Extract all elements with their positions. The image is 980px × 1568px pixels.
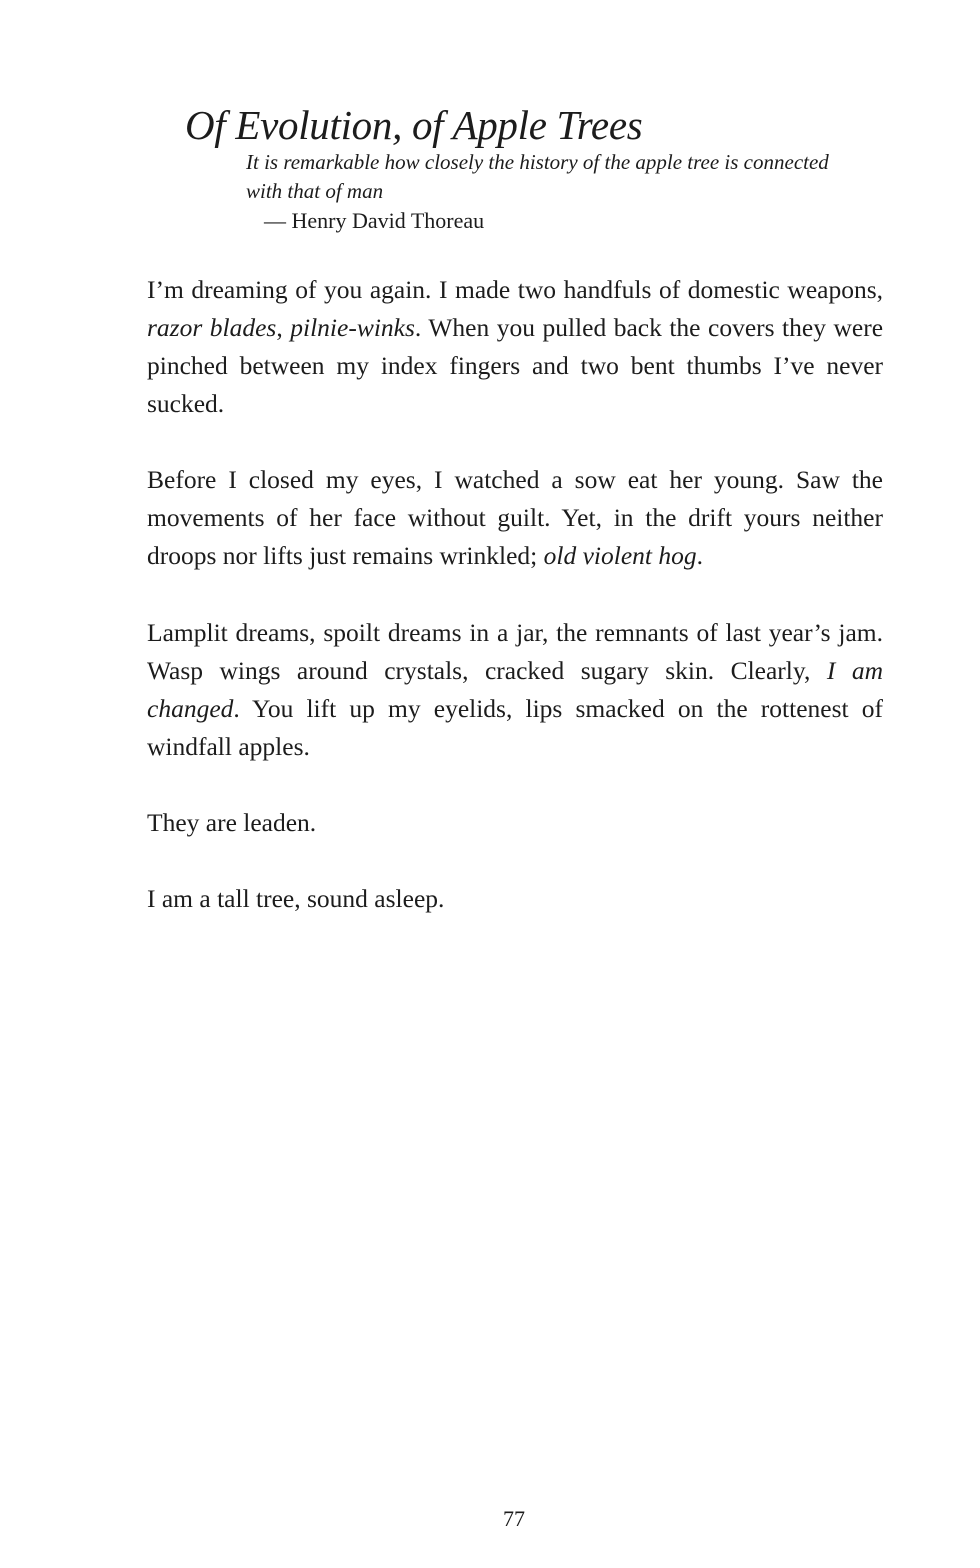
- paragraph-2-text-c: .: [696, 541, 703, 570]
- page-number: 77: [503, 1506, 525, 1531]
- poem-title: Of Evolution, of Apple Trees: [185, 102, 643, 148]
- paragraph-3-text-c: . You lift up my eyelids, lips smacked on the rottenest of windfall apples.: [147, 694, 883, 761]
- paragraph-1-italic-razor-blades: razor blades: [147, 313, 277, 342]
- paragraph-3-text-a: Lamplit dreams, spoilt dreams in a jar, the remnants of last year’s jam. Wasp wings around crystals, cracked sugary skin. Clearly,: [147, 618, 883, 685]
- paragraph-3: [147, 614, 883, 766]
- paragraph-5: I am a tall tree, sound asleep.: [147, 884, 445, 913]
- paragraph-1-text-e: . When you pulled back the covers they were pinched between my index fingers and two bent thumbs I’ve never sucked.: [147, 313, 884, 418]
- paragraph-4: They are leaden.: [147, 808, 317, 837]
- paragraph-2-italic-old-violent-hog: old violent hog: [543, 541, 697, 570]
- paragraph-2: [147, 461, 883, 575]
- epigraph-line-1: It is remarkable how closely the history of the apple tree is connected: [246, 150, 829, 174]
- epigraph-quote: [246, 148, 866, 206]
- epigraph-attribution: — Henry David Thoreau: [264, 208, 485, 233]
- paragraph-2-text-a: Before I closed my eyes, I watched a sow eat her young. Saw the movements of her face without guilt. Yet, in the drift yours neither droops nor lifts just remains wrinkled;: [147, 465, 883, 570]
- paragraph-1-text-a: I’m dreaming of you again. I made two handfuls of domestic weapons,: [147, 275, 883, 304]
- paragraph-3-italic-i-am-changed: I am changed: [147, 656, 883, 723]
- paragraph-1-italic-pilnie-winks: pilnie-winks: [290, 313, 415, 342]
- paragraph-1-text-c: ,: [276, 313, 291, 342]
- paragraph-1: [147, 271, 883, 423]
- epigraph-line-2: with that of man: [246, 179, 384, 203]
